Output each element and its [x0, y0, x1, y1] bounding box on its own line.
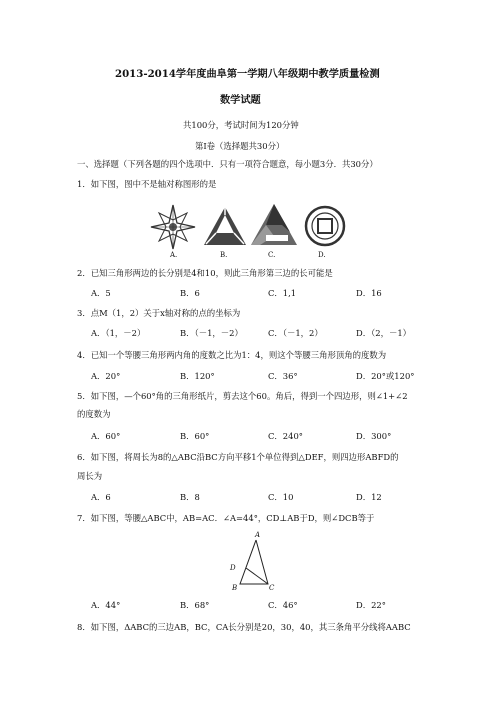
q7-stem: 7．如下图，等腰△ABC中，AB=AC．∠A=44°，CD⊥AB于D，则∠DCB等于: [77, 513, 375, 523]
q5-option-d: D．300°: [356, 431, 392, 441]
exam-info: 共100分，考试时间为120分钟: [183, 120, 299, 130]
q6-stem-line2: 周长为: [77, 471, 103, 481]
q5-stem-line2: 的度数为: [77, 409, 111, 419]
q6-stem-line1: 6．如下图，将周长为8的△ABC沿BC方向平移1个单位得到△DEF，则四边形ABFD的: [77, 452, 399, 462]
q2-option-c: C．1,1: [268, 288, 297, 298]
q6-option-d: D．12: [356, 492, 382, 502]
q4-option-a: A．20°: [91, 371, 121, 381]
q1-figure-a: [150, 204, 196, 250]
q6-option-a: A．6: [91, 492, 111, 502]
q1-stem: 1．如下图，图中不是轴对称图形的是: [77, 179, 217, 189]
part-heading: 第Ⅰ卷（选择题共30分）: [195, 141, 285, 151]
exam-title: 2013-2014学年度曲阜第一学期八年级期中教学质量检测: [115, 68, 380, 80]
q2-option-a: A．5: [91, 288, 111, 298]
q7-option-b: B．68°: [180, 600, 210, 610]
q5-option-a: A．60°: [91, 431, 121, 441]
q3-option-b: B．（－1，－2）: [180, 328, 243, 338]
q6-option-c: C．10: [268, 492, 294, 502]
q4-stem: 4．已知一个等腰三角形两内角的度数之比为1：4，则这个等腰三角形顶角的度数为: [77, 350, 387, 360]
section-heading: 一、选择题（下列各题的四个选项中．只有一项符合题意，每小题3分．共30分）: [77, 159, 378, 169]
q2-option-d: D．16: [356, 288, 382, 298]
q7-option-c: C．46°: [268, 600, 298, 610]
q6-option-b: B．8: [180, 492, 200, 502]
q1-label-b: B.: [220, 251, 228, 259]
q4-option-d: D．20°或120°: [356, 371, 415, 381]
q3-option-d: D．（2，－1）: [356, 328, 412, 338]
q2-stem: 2．已知三角形两边的长分别是4和10，则此三角形第三边的长可能是: [77, 268, 333, 278]
q3-option-a: A．（1，－2）: [91, 328, 146, 338]
q7-option-d: D．22°: [356, 600, 386, 610]
q4-option-b: B．120°: [180, 371, 215, 381]
q1-figure-b: [203, 206, 247, 246]
q7-label-b: B: [232, 584, 238, 592]
q2-option-b: B．6: [180, 288, 200, 298]
q1-label-a: A.: [170, 251, 178, 259]
q5-option-c: C．240°: [268, 431, 303, 441]
q7-label-d: D: [230, 564, 236, 572]
q7-label-c: C: [269, 584, 275, 592]
q7-label-a: A: [255, 531, 261, 539]
q1-label-c: C.: [268, 251, 276, 259]
q1-label-d: D.: [318, 251, 326, 259]
exam-subject: 数学试题: [220, 94, 261, 106]
q8-stem: 8．如下图，ΔABC的三边AB，BC，CA长分别是20，30，40，其三条角平分线将AABC: [77, 622, 411, 632]
q7-option-a: A．44°: [91, 600, 121, 610]
q5-option-b: B．60°: [180, 431, 210, 441]
q4-option-c: C．36°: [268, 371, 298, 381]
q1-figure-c: [250, 203, 298, 247]
q3-option-c: C．（－1，2）: [268, 328, 323, 338]
q5-stem-line1: 5．如下图，—个60°角的三角形纸片，剪去这个60。角后，得到一个四边形，则∠1+∠2: [77, 391, 408, 401]
q3-stem: 3．点M（1，2）关于x轴对称的点的坐标为: [77, 308, 241, 318]
q1-figure-d: [304, 205, 346, 247]
